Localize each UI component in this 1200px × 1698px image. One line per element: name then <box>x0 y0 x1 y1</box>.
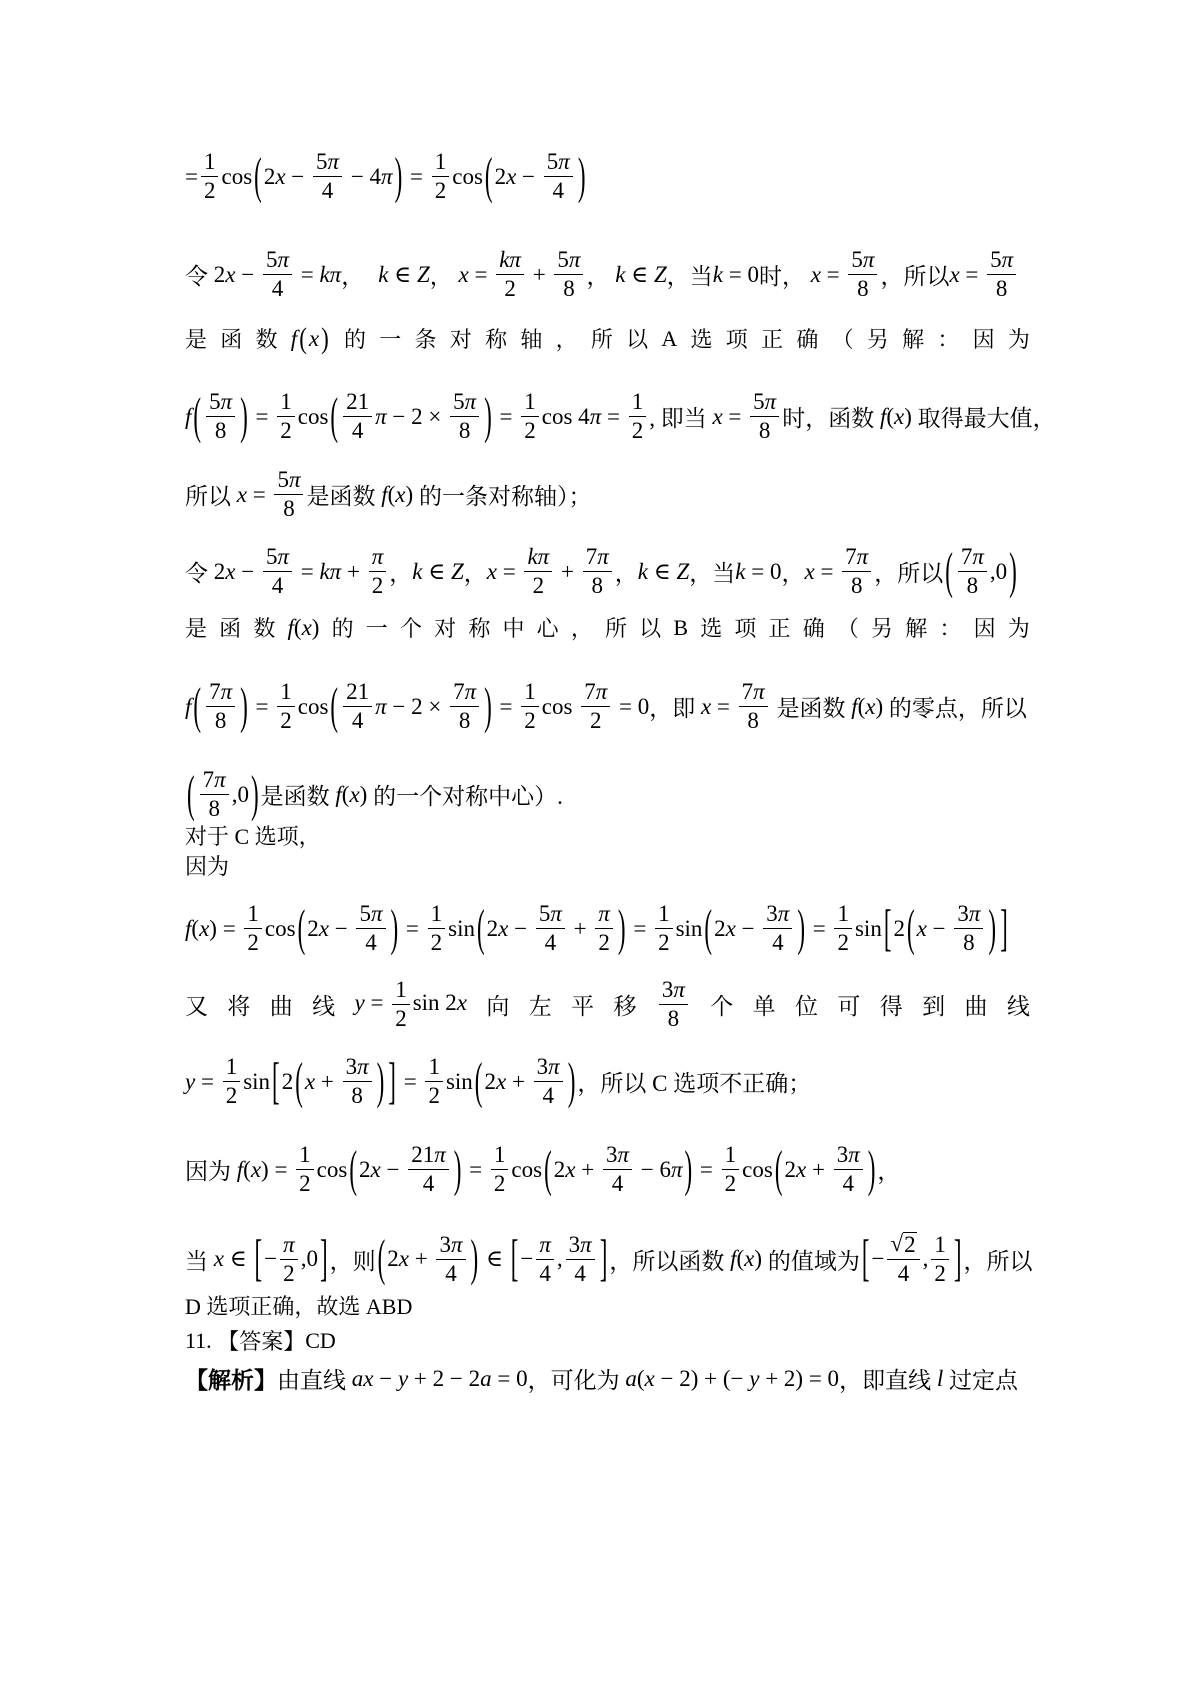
equation-line-9: ( $\frac{7\pi}{8}$ ,0 ) 是函数 f ( x ) 的一个对称中心）. <box>187 766 563 822</box>
text: 令 <box>185 264 208 290</box>
text-line-7: 是 函 数 f(x) 的 一 个 对 称 中 心 ， 所 以 B 选 项 正 确 （ 另 解 ： 因 为 <box>185 614 1030 641</box>
text-line-13: 又 将 曲 线 y = $\frac{1}{2}$ sin 2x 向 左 平 移 $\frac{3\pi}{8}$ 个 单 位 可 得 到 曲 线 <box>185 977 1030 1032</box>
fraction: $\frac{1}{2}$ <box>201 150 219 203</box>
text-line-3: 是 函 数 f(x) 的 一 条 对 称 轴 ， 所 以 A 选 项 正 确 （ 另 解 ： 因 为 <box>185 321 1030 355</box>
equation-line-14: y = $\frac{1}{2}$ sin [ 2 ( x + $\frac{3\pi}{8}$ ) ] = $\frac{1}{2}$ sin ( 2 x + $\frac{3\pi}{4}$ ) ，所以 C 选项不正确； <box>185 1053 812 1109</box>
equation-line-5: 所以 x = $\frac{5\pi}{8}$ 是函数 f ( x ) 的一条对称轴）； <box>185 467 592 522</box>
equation-line-8: f ( $\frac{7\pi}{8}$ ) = $\frac{1}{2}$ cos ( $\frac{21}{4}$ π − 2 × $\frac{7\pi}{8}$ ) = $\frac{1}{2}$ cos $\frac{7\pi}{2}$ = 0 ，即 x = $\frac{7\pi}{8}$ 是函数 f ( x ) 的零点，所以 <box>185 678 1027 734</box>
equation-line-2: 令 2 x − $\frac{5\pi}{4}$ = kπ ， k ∈ Z ， x = $\frac{k\pi}{2}$ + $\frac{5\pi}{8}$ ， k ∈ Z ，当 k = 0 时， x = $\frac{5\pi}{8}$ ，所以 x = $\frac{5\pi}{8}$ <box>185 248 1030 301</box>
analysis-line: 【解析】 由直线 ax − y + 2 − 2 a = 0 ，可化为 a ( x − 2) + (− y + 2) = 0 ，即直线 l 过定点 <box>185 1365 1018 1393</box>
equation-line-6: 令 2 x − $\frac{5\pi}{4}$ = kπ + $\frac{\pi}{2}$ ， k ∈ Z ， x = $\frac{k\pi}{2}$ + $\frac{7\pi}{8}$ ， k ∈ Z ，当 k = 0 ， x = $\frac{7\pi}{8}$ ，所以 ( $\frac{7\pi}{8}$ ,0 ) <box>185 543 1017 599</box>
equation-line-1: = $\frac{1}{2}$ cos ( 2 x − $\frac{5\pi}{4}$ − 4 π ) = $\frac{1}{2}$ cos ( 2 x − $\frac{5\pi}{4}$ ) <box>185 148 586 204</box>
answer-line: 11. 【答案】 CD <box>185 1327 336 1354</box>
equation-line-16: 当 x ∈ [ − $\frac{\pi}{2}$ ,0 ] ，则 ( 2 x + $\frac{3\pi}{4}$ ) ∈ [ − $\frac{\pi}{4}$ , $\frac{3\pi}{4}$ ] ，所以函数 f ( x ) 的值域为 [ − √ 2 4 , $\frac{1}{2}$ ] ，所以 <box>185 1230 1033 1287</box>
equation-line-4: f ( $\frac{5\pi}{8}$ ) = $\frac{1}{2}$ cos ( $\frac{21}{4}$ π − 2 × $\frac{5\pi}{8}$ ) = $\frac{1}{2}$ cos 4 π = $\frac{1}{2}$ , 即当 x = $\frac{5\pi}{8}$ 时，函数 f ( x ) 取得最大值， <box>185 388 1056 444</box>
text-line-17: D 选项正确，故选 ABD <box>185 1294 413 1319</box>
text-line-11: 因为 <box>185 854 230 879</box>
equation-line-12: f ( x ) = $\frac{1}{2}$ cos ( 2 x − $\frac{5\pi}{4}$ ) = $\frac{1}{2}$ sin ( 2 x − $\frac{5\pi}{4}$ + $\frac{\pi}{2}$ ) = $\frac{1}{2}$ sin ( 2 x − $\frac{3\pi}{4}$ ) = $\frac{1}{2}$ sin [ 2 ( x − $\frac{3\pi}{8}$ ) ] <box>185 900 1008 956</box>
equation-line-15: 因为 f ( x ) = $\frac{1}{2}$ cos ( 2 x − $\frac{21\pi}{4}$ ) = $\frac{1}{2}$ cos ( 2 x + $\frac{3\pi}{4}$ − 6 π ) = $\frac{1}{2}$ cos ( 2 x + $\frac{3\pi}{4}$ ) ， <box>185 1141 901 1197</box>
text-line-10: 对于 C 选项， <box>185 824 321 849</box>
